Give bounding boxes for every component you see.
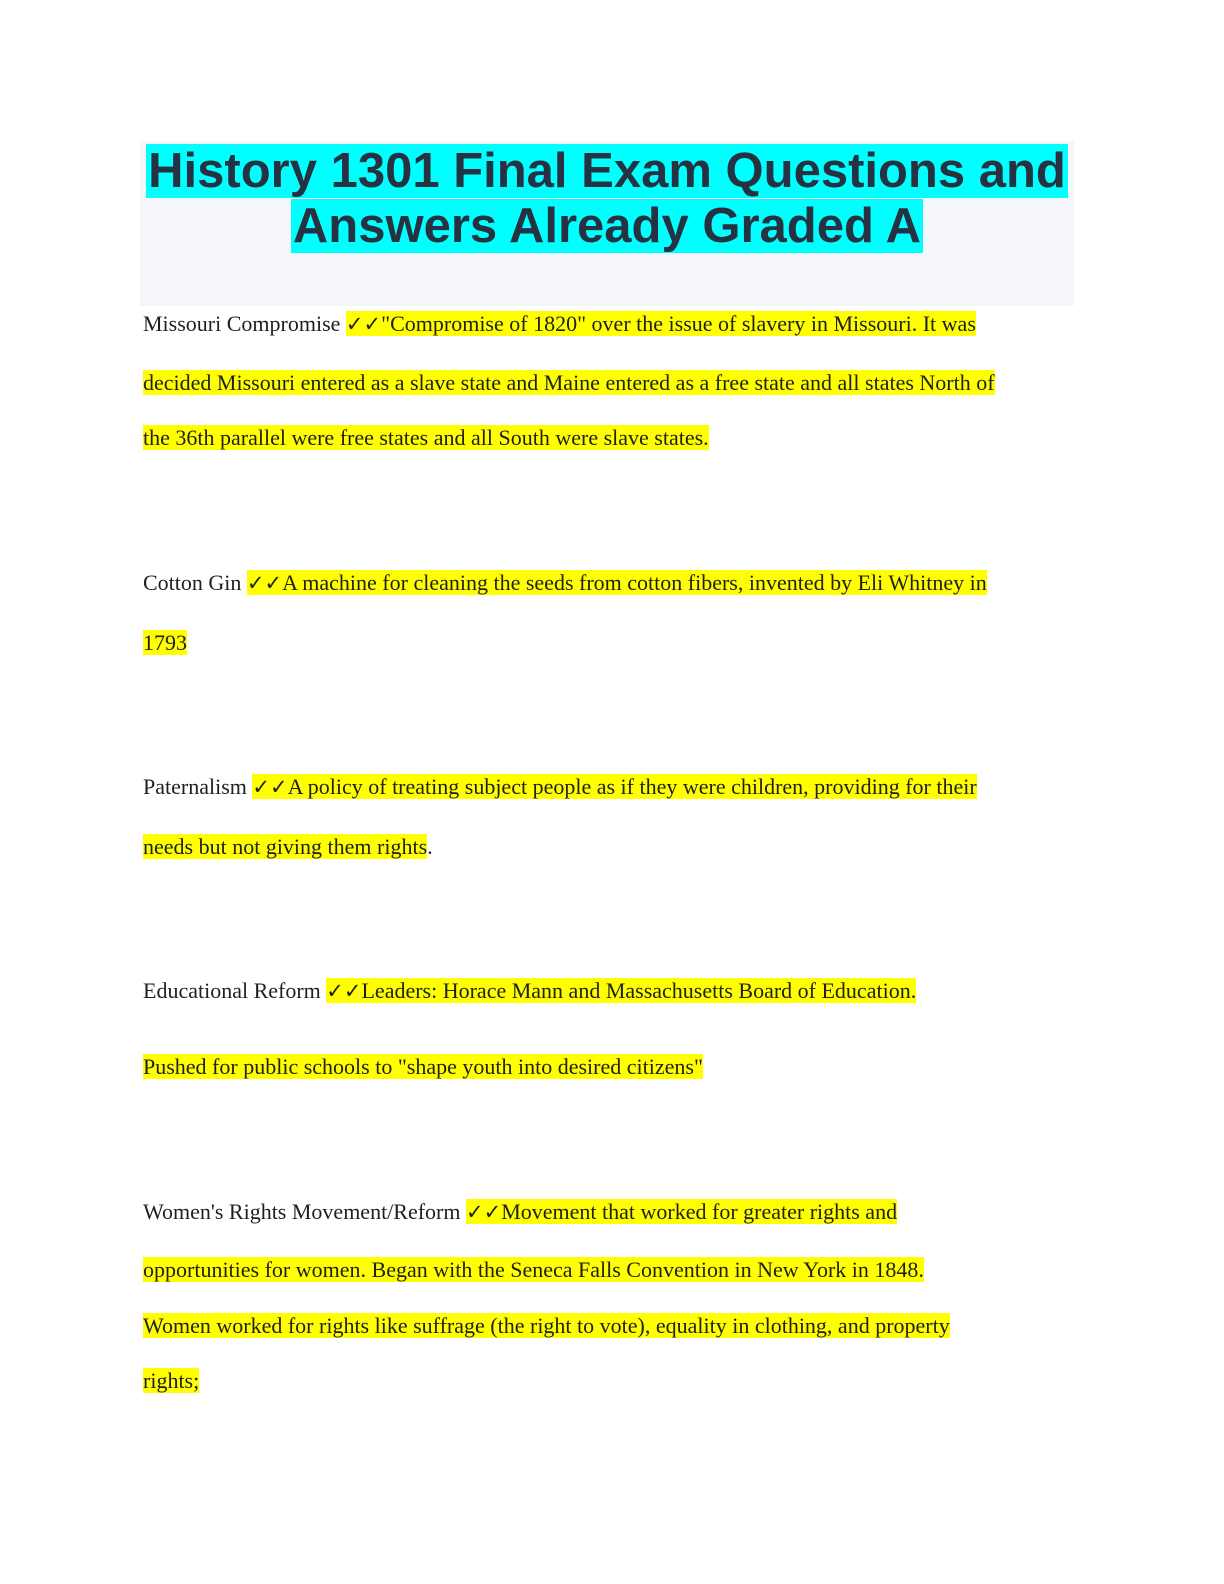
- double-check-icon: ✓✓: [252, 775, 288, 799]
- answer-highlight: [247, 570, 987, 595]
- entry-womens-rights-line-3: [143, 1309, 950, 1343]
- answer-text: "Compromise of 1820" over the issue of slavery in Missouri. It was: [381, 311, 976, 336]
- entry-educational-reform-line-2: [143, 1050, 703, 1084]
- answer-highlight: [466, 1199, 897, 1224]
- entry-cotton-gin-line-1: [143, 566, 987, 600]
- entry-educational-reform-line-1: [143, 974, 916, 1008]
- entry-missouri-line-2: [143, 366, 995, 400]
- answer-highlight: [252, 774, 976, 799]
- answer-text: Pushed for public schools to "shape youth into desired citizens": [143, 1054, 703, 1079]
- title-line-2: [140, 198, 1074, 254]
- entry-womens-rights-line-4: [143, 1364, 199, 1398]
- entry-paternalism-line-2: [143, 830, 433, 864]
- entry-womens-rights-line-2: [143, 1253, 924, 1287]
- title-block: [140, 141, 1074, 306]
- entry-missouri-line-3: [143, 421, 709, 455]
- term-label: Educational Reform: [143, 978, 321, 1003]
- title-line-1: [140, 143, 1074, 199]
- term-label: Paternalism: [143, 774, 247, 799]
- answer-text: decided Missouri entered as a slave state and Maine entered as a free state and all states North of: [143, 370, 995, 395]
- double-check-icon: ✓✓: [326, 979, 362, 1003]
- answer-highlight: [326, 978, 916, 1003]
- entry-womens-rights-line-1: [143, 1195, 897, 1229]
- double-check-icon: ✓✓: [246, 571, 283, 595]
- term-label: Women's Rights Movement/Reform: [143, 1199, 461, 1224]
- answer-text: the 36th parallel were free states and all South were slave states.: [143, 425, 709, 450]
- answer-text: 1793: [143, 630, 187, 655]
- entry-missouri-line-1: [143, 307, 976, 341]
- double-check-icon: ✓✓: [345, 312, 382, 336]
- answer-text: A policy of treating subject people as if they were children, providing for their: [287, 774, 977, 799]
- answer-text: A machine for cleaning the seeds from cotton fibers, invented by Eli Whitney in: [282, 570, 987, 595]
- entry-cotton-gin-line-2: [143, 626, 187, 660]
- term-label: Missouri Compromise: [143, 311, 341, 336]
- answer-text: Movement that worked for greater rights and: [501, 1199, 898, 1224]
- title-text-2: Answers Already Graded A: [292, 199, 922, 253]
- answer-text: rights;: [143, 1368, 200, 1393]
- entry-paternalism-line-1: [143, 770, 977, 804]
- answer-text: opportunities for women. Began with the Seneca Falls Convention in New York in 1848.: [143, 1257, 924, 1282]
- answer-highlight: [346, 311, 976, 336]
- term-label: Cotton Gin: [143, 570, 242, 595]
- title-text-1: History 1301 Final Exam Questions and: [148, 144, 1066, 198]
- answer-text: needs but not giving them rights: [143, 834, 428, 859]
- answer-text: Women worked for rights like suffrage (the right to vote), equality in clothing, and property: [143, 1313, 950, 1338]
- answer-text: Leaders: Horace Mann and Massachusetts Board of Education.: [361, 978, 917, 1003]
- double-check-icon: ✓✓: [466, 1200, 502, 1224]
- trailing-period: .: [427, 834, 433, 859]
